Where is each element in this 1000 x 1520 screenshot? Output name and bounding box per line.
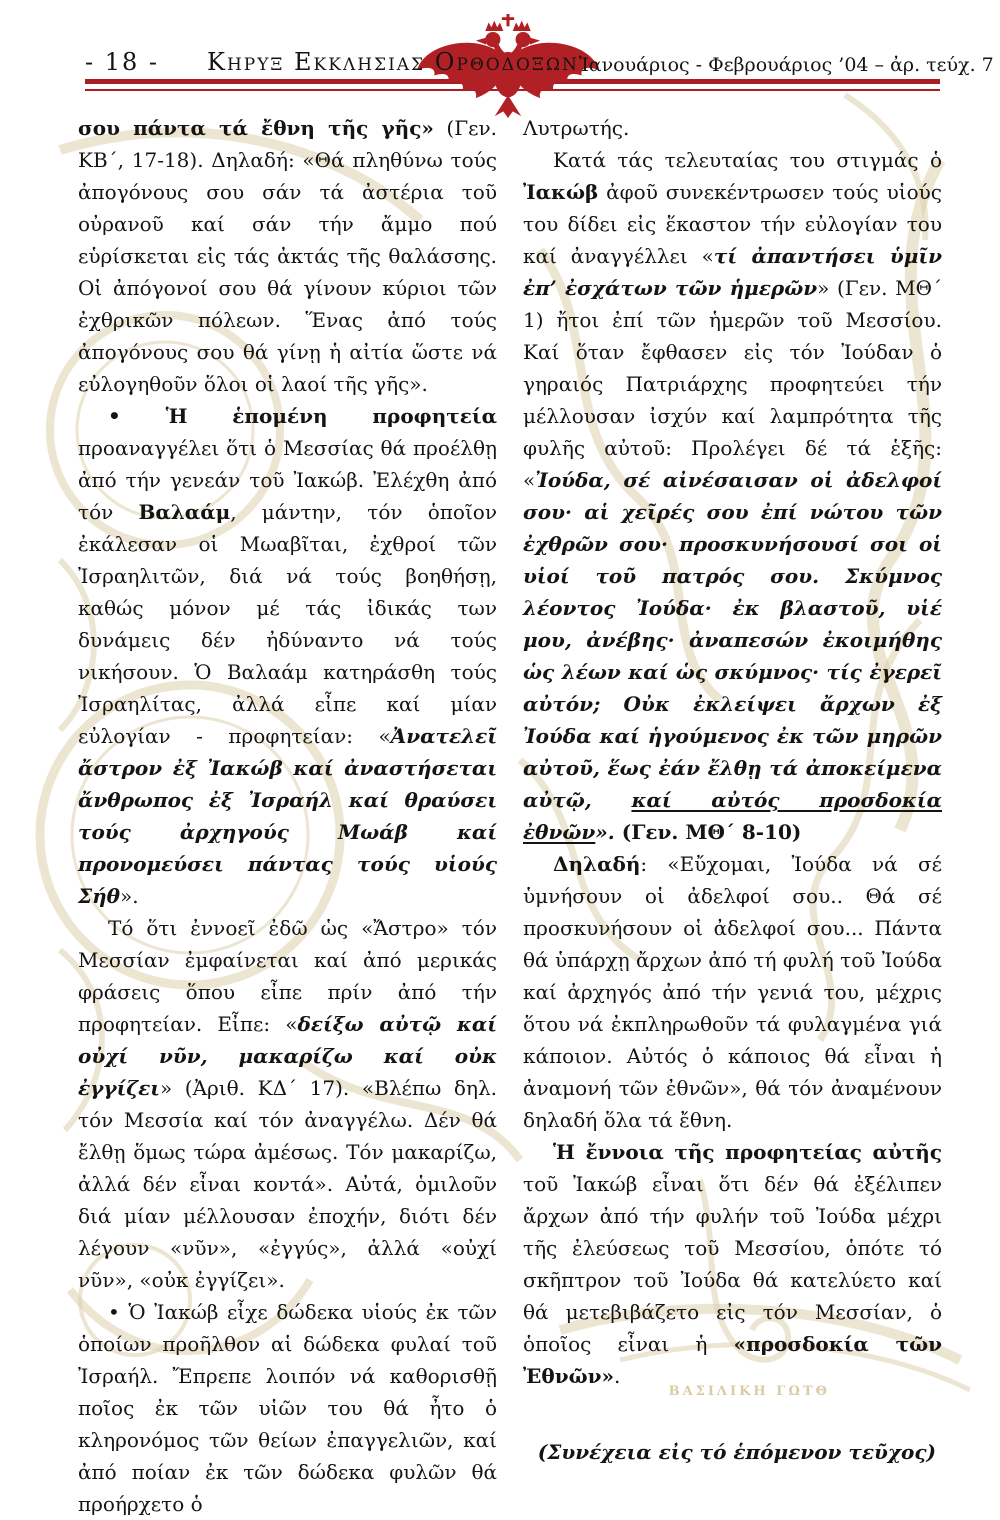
page-number: - 18 -	[85, 48, 160, 76]
article-body	[78, 112, 942, 1520]
page-header	[85, 34, 994, 76]
text-run: » (Γεν. ΜΘ΄ 1) ἤτοι ἐπί τῶν ἡμερῶν τοῦ Μεσσίου. Καί ὅταν ἔφθασεν εἰς τόν Ἰούδαν ὁ γηραιός Πατριάρχης προφητεύει τήν μέλλουσαν ἰσχύν καί λαμπρότητα τῆς φυλῆς αὐτοῦ: Προλέγει δέ τά ἑξῆς: «	[523, 276, 942, 492]
text-run: » (Ἀριθ. ΚΔ΄ 17). «Βλέπω δηλ. τόν Μεσσία καί τόν ἀναγγέλω. Δέν θά ἔλθῃ ὅμως τώρα ἀμέσως. Τόν μακαρίζω, ἀλλά δέν εἶναι κοντά». Αὐτά, ὁμιλοῦν διά μίαν μέλλουσαν ἐποχήν, διότι δέν λέγουν «νῦν», «ἐγγύς», ἀλλά «οὐχί νῦν», «οὐκ ἐγγίζει».	[78, 1076, 497, 1292]
text-run: Λυτρωτής.	[523, 116, 630, 140]
text-run: (Γεν. ΚΒ΄, 17-18). Δηλαδή: «Θά πληθύνω τούς ἀπογόνους σου σάν τά ἀστέρια τοῦ οὐρανοῦ καί σάν τήν ἄμμο πού εὑρίσκεται εἰς τάς ἀκτάς τῆς θαλάσσης. Οἱ ἀπόγονοί σου θά γίνουν κύριοι τῶν ἐχθρικῶν πόλεων. Ἕνας ἀπό τούς ἀπογόνους σου θά γίνῃ ἡ αἰτία ὥστε νά εὐλογηθοῦν ὅλοι οἱ λαοί τῆς γῆς».	[78, 116, 497, 396]
text-run: Ἰακώβ	[523, 180, 599, 204]
text-run: • Ἡ ἑπομένη προφητεία	[108, 404, 497, 428]
text-run: ».	[595, 820, 615, 844]
text-run: «προσδοκία τῶν Ἐθνῶν»	[523, 1332, 942, 1388]
watermark-signature: ΒΑΣΙΛΙΚΗ ΓΩΤΘ	[668, 1384, 830, 1399]
text-run: δείξω αὐτῷ καί οὐχί νῦν, μακαρίζω καί οὐκ ἐγγίζει	[78, 1012, 497, 1100]
paragraph	[523, 144, 942, 848]
continuation-note: (Συνέχεια εἰς τό ἑπόμενον τεῦχος)	[537, 1440, 936, 1464]
text-run: τί ἀπαντήσει ὑμῖν ἐπ’ ἐσχάτων τῶν ἡμερῶν	[523, 244, 942, 300]
left-column	[78, 112, 497, 1520]
text-run: ἀφοῦ συνεκέντρωσεν τούς υἱούς του δίδει εἰς ἕκαστον τήν εὐλογίαν του καί ἀναγγέλλει «	[523, 180, 942, 268]
text-run: Ἰούδα, σέ αἰνέσαισαν οἱ ἀδελφοί σου· αἱ χεῖρές σου ἐπί νώτου τῶν ἐχθρῶν σου· προσκυνήσουσί σοι οἱ υἱοί τοῦ πατρός σου. Σκύμνος λέοντος Ἰούδα· ἐκ βλαστοῦ, υἱέ μου, ἀνέβης· ἀναπεσών ἐκοιμήθης ὡς λέων καί ὡς σκύμνος· τίς ἐγερεῖ αὐτόν; Οὐκ ἐκλείψει ἄρχων ἐξ Ἰούδα καί ἡγούμενος ἐκ τῶν μηρῶν αὐτοῦ, ἕως ἐάν ἔλθῃ τά ἀποκείμενα αὐτῷ,	[523, 468, 942, 812]
paragraph	[523, 112, 942, 144]
text-run: καί αὐτός προσδοκία ἐθνῶν	[523, 788, 942, 844]
paragraph	[78, 112, 497, 400]
paragraph	[523, 1136, 942, 1392]
text-run: Τό ὅτι ἐννοεῖ ἐδῶ ὡς «Ἄστρο» τόν Μεσσίαν ἐμφαίνεται καί ἀπό μερικάς φράσεις ὅπου εἶπε πρίν ἀπό τήν προφητείαν. Εἶπε: «	[78, 916, 497, 1036]
text-run: Βαλαάμ	[138, 500, 231, 524]
journal-title: Κηρυξ Εκκλησιας Ορθοδοξων	[207, 48, 579, 76]
right-column-paras	[523, 112, 942, 1392]
text-run: Ἡ ἔννοια τῆς προφητείας αὐτῆς	[553, 1140, 942, 1164]
text-run: • Ὁ Ἰακώβ εἶχε δώδεκα υἱούς ἐκ τῶν ὁποίων προῆλθον αἱ δώδεκα φυλαί τοῦ Ἰσραήλ. Ἔπρεπε λοιπόν νά καθορισθῇ ποῖος ἐκ τῶν υἱῶν του θά ἦτο ὁ κληρονόμος τῶν θείων ἐπαγγελιῶν, καί ἀπό ποίαν ἐκ τῶν δώδεκα φυλῶν θά προήρχετο ὁ	[78, 1300, 497, 1516]
paragraph	[78, 912, 497, 1296]
text-run: τοῦ Ἰακώβ εἶναι ὅτι δέν θά ἐξέλιπεν ἄρχων ἀπό τήν φυλήν τοῦ Ἰούδα μέχρι τῆς ἐλεύσεως τοῦ Μεσσίου, ὁπότε τό σκῆπτρον τοῦ Ἰούδα θά κατελύετο καί θά μετεβιβάζετο εἰς τόν Μεσσίαν, ὁ ὁποῖος εἶναι ἡ	[523, 1172, 942, 1356]
text-run: Κατά τάς τελευταίας του στιγμάς ὁ	[553, 148, 942, 172]
text-run: ».	[120, 884, 139, 908]
text-run: (Γεν. ΜΘ΄ 8-10)	[614, 820, 802, 844]
text-run: προαναγγέλει ὅτι ὁ Μεσσίας θά προέλθῃ ἀπό τήν γενεάν τοῦ Ἰακώβ. Ἐλέχθη ἀπό τόν	[78, 436, 497, 524]
text-run: σου πάντα τά ἔθνη τῆς γῆς»	[78, 116, 434, 140]
paragraph	[523, 848, 942, 1136]
text-run: , μάντην, τόν ὁποῖον ἐκάλεσαν οἱ Μωαβῖται, ἐχθροί τῶν Ἰσραηλιτῶν, διά νά τούς βοηθήσῃ, καθώς μόνον μέ τάς ἰδικάς των δυνάμεις δέν ἠδύναντο νά τούς νικήσουν. Ὁ Βαλαάμ κατηράσθη τούς Ἰσραηλίτας, ἀλλά εἶπε καί μίαν εὐλογίαν - προφητείαν: «	[78, 500, 497, 748]
text-run: .	[614, 1364, 621, 1388]
text-run: Ἀνατελεῖ ἄστρον ἐξ Ἰακώβ καί ἀναστήσεται ἄνθρωπος ἐξ Ἰσραήλ καί θραύσει τούς ἀρχηγούς Μωάβ καί προνομεύσει πάντας τούς υἱούς Σήθ	[78, 724, 497, 908]
right-column	[523, 112, 942, 1520]
paragraph	[78, 400, 497, 912]
paragraph	[78, 1296, 497, 1520]
text-run: : «Εὔχομαι, Ἰούδα νά σέ ὑμνήσουν οἱ ἀδελφοί σου.. Θά σέ προσκυνήσουν οἱ ἀδελφοί σου... Πάντα θά ὑπάρχῃ ἄρχων ἀπό τή φυλή τοῦ Ἰούδα καί ἀρχηγός ἀπό τήν γενιά του, μέχρις ὅτου νά ἐκπληρωθοῦν τά φυλαγμένα γιά κάποιον. Αὐτός ὁ κάποιος θά εἶναι ἡ ἀναμονή τῶν ἐθνῶν», θά τόν ἀναμένουν δηλαδή ὅλα τά ἔθνη.	[523, 852, 942, 1132]
issue-info: Ἰανουάριος - Φεβρουάριος ’04 – ἀρ. τεύχ. 7	[578, 54, 994, 76]
text-run: Δηλαδή	[553, 852, 641, 876]
